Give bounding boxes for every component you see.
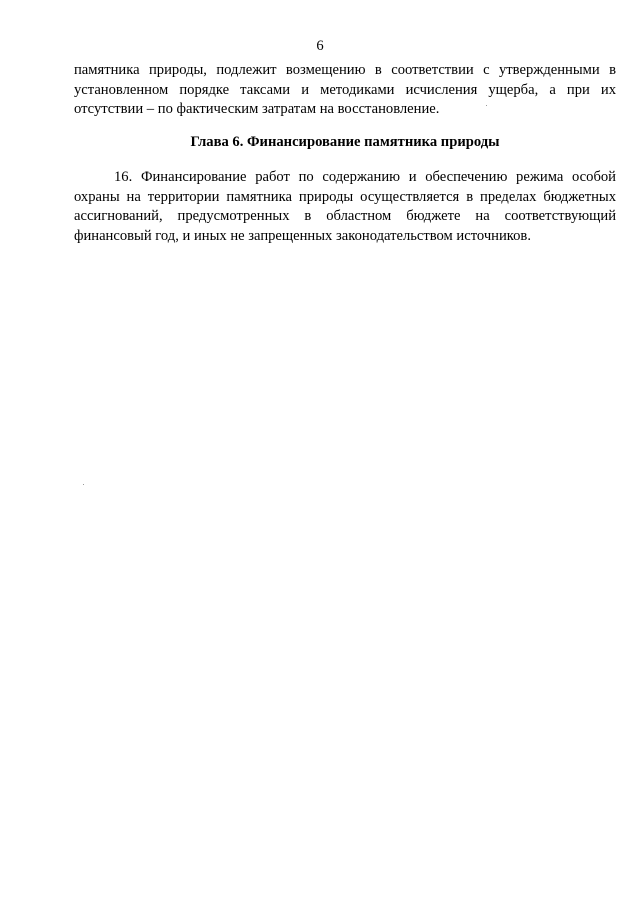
scan-speck xyxy=(486,105,487,106)
page-number: 6 xyxy=(316,38,324,54)
continued-paragraph: памятника природы, подлежит возмещению в соответствии с утвержденными в установленном порядке таксами и методиками исчисления ущерба, а при их отсутствии – по фактическим затратам на восстановление. xyxy=(74,62,616,118)
paragraph-16: 16. Финансирование работ по содержанию и обеспечению режима особой охраны на территории памятника природы осуществляется в пределах бюджетных ассигнований, предусмотренных в областном бюджете на соответствующий финансовый год, и иных не запрещенных законодательством источников. xyxy=(74,169,616,244)
chapter-heading: Глава 6. Финансирование памятника природы xyxy=(190,134,500,150)
scan-speck xyxy=(83,484,84,485)
